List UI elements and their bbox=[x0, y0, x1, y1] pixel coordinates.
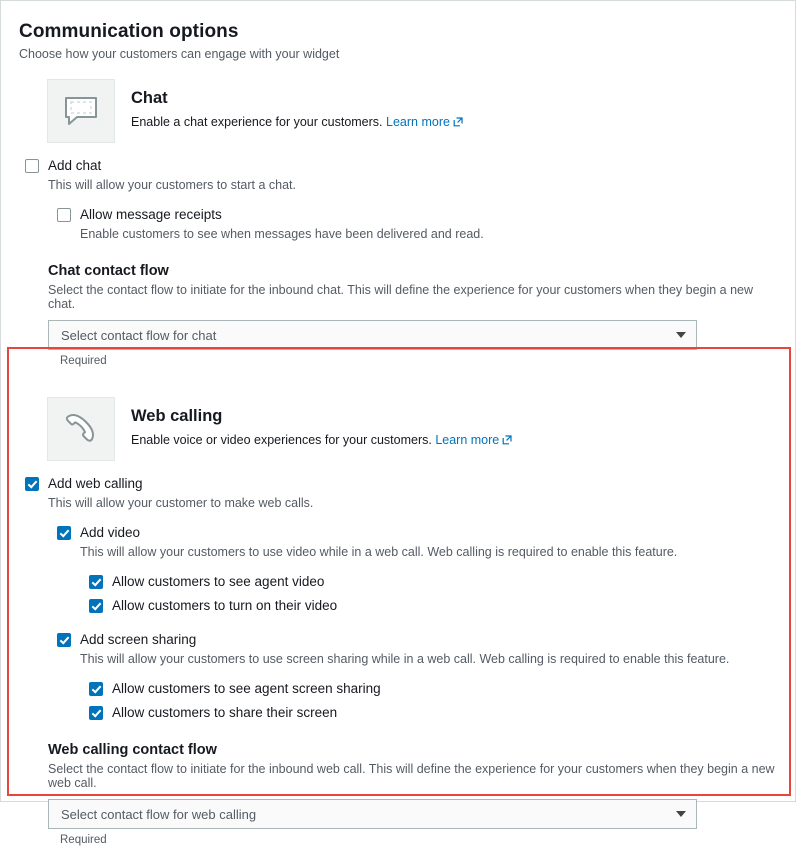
add-screen-sharing-checkbox[interactable] bbox=[57, 633, 71, 647]
allow-share-their-screen-label: Allow customers to share their screen bbox=[112, 705, 338, 720]
chat-bubble-icon bbox=[47, 79, 115, 143]
web-calling-channel-name: Web calling bbox=[131, 407, 223, 425]
web-calling-channel-header bbox=[19, 397, 777, 461]
web-calling-contact-flow-required: Required bbox=[60, 834, 107, 846]
allow-see-agent-video-label: Allow customers to see agent video bbox=[112, 574, 325, 589]
allow-see-agent-screen-sharing-label: Allow customers to see agent screen sharing bbox=[112, 681, 381, 696]
page-title: Communication options bbox=[19, 21, 239, 42]
allow-message-receipts-label: Allow message receipts bbox=[80, 207, 222, 222]
chat-contact-flow-description: Select the contact flow to initiate for the inbound chat. This will define the experience for your customers when they begin a new chat. bbox=[48, 283, 754, 311]
chat-contact-flow-placeholder: Select contact flow for chat bbox=[61, 327, 217, 343]
chat-channel-name: Chat bbox=[131, 89, 168, 107]
chat-learn-more-link[interactable]: Learn more bbox=[386, 115, 450, 129]
chat-contact-flow-block bbox=[48, 263, 777, 367]
add-web-calling-label: Add web calling bbox=[48, 476, 143, 491]
web-calling-section bbox=[19, 367, 777, 846]
add-chat-checkbox[interactable] bbox=[25, 159, 39, 173]
web-calling-contact-flow-description: Select the contact flow to initiate for the inbound web call. This will define the experience for your customers when they begin a new web call. bbox=[48, 762, 775, 790]
chevron-down-icon bbox=[676, 332, 686, 338]
allow-turn-on-video-row[interactable] bbox=[89, 597, 777, 615]
allow-see-agent-video-checkbox[interactable] bbox=[89, 575, 103, 589]
allow-share-their-screen-checkbox[interactable] bbox=[89, 706, 103, 720]
chat-contact-flow-select[interactable] bbox=[48, 320, 697, 350]
web-calling-description-text: Enable voice or video experiences for your customers. bbox=[131, 433, 432, 447]
external-link-icon bbox=[453, 116, 463, 130]
phone-handset-icon bbox=[47, 397, 115, 461]
chat-channel-header bbox=[19, 79, 777, 143]
add-web-calling-checkbox[interactable] bbox=[25, 477, 39, 491]
allow-see-agent-video-row[interactable] bbox=[89, 573, 777, 591]
add-video-help: This will allow your customers to use video while in a web call. Web calling is required to enable this feature. bbox=[80, 545, 678, 559]
add-video-checkbox[interactable] bbox=[57, 526, 71, 540]
allow-message-receipts-help: Enable customers to see when messages have been delivered and read. bbox=[80, 227, 484, 241]
web-calling-channel-description bbox=[131, 433, 512, 447]
allow-turn-on-video-checkbox[interactable] bbox=[89, 599, 103, 613]
add-screen-sharing-row[interactable] bbox=[57, 631, 777, 649]
chat-contact-flow-title: Chat contact flow bbox=[48, 263, 169, 279]
page-subtitle: Choose how your customers can engage with your widget bbox=[19, 47, 340, 61]
add-web-calling-help: This will allow your customer to make web calls. bbox=[48, 496, 314, 510]
allow-see-agent-screen-sharing-checkbox[interactable] bbox=[89, 682, 103, 696]
add-chat-help: This will allow your customers to start a chat. bbox=[48, 178, 296, 192]
allow-see-agent-screen-sharing-row[interactable] bbox=[89, 680, 777, 698]
web-calling-contact-flow-placeholder: Select contact flow for web calling bbox=[61, 806, 257, 822]
chat-contact-flow-required: Required bbox=[60, 355, 107, 367]
add-chat-label: Add chat bbox=[48, 158, 102, 173]
chat-description-text: Enable a chat experience for your customers. bbox=[131, 115, 383, 129]
web-calling-learn-more-link[interactable]: Learn more bbox=[435, 433, 500, 447]
add-screen-sharing-label: Add screen sharing bbox=[80, 632, 197, 647]
web-calling-contact-flow-select[interactable] bbox=[48, 799, 697, 829]
chevron-down-icon bbox=[676, 811, 686, 817]
external-link-icon bbox=[502, 434, 512, 448]
allow-message-receipts-checkbox[interactable] bbox=[57, 208, 71, 222]
allow-share-their-screen-row[interactable] bbox=[89, 704, 777, 722]
add-video-row[interactable] bbox=[57, 524, 777, 542]
add-screen-sharing-help: This will allow your customers to use screen sharing while in a web call. Web calling is required to enable this feature. bbox=[80, 652, 730, 666]
add-video-label: Add video bbox=[80, 525, 141, 540]
add-web-calling-row[interactable] bbox=[25, 475, 777, 493]
allow-message-receipts-row[interactable] bbox=[57, 206, 777, 224]
web-calling-contact-flow-block bbox=[48, 742, 777, 846]
chat-channel-description bbox=[131, 115, 463, 129]
web-calling-contact-flow-title: Web calling contact flow bbox=[48, 742, 217, 758]
allow-turn-on-video-label: Allow customers to turn on their video bbox=[112, 598, 338, 613]
add-chat-row[interactable] bbox=[25, 157, 777, 175]
